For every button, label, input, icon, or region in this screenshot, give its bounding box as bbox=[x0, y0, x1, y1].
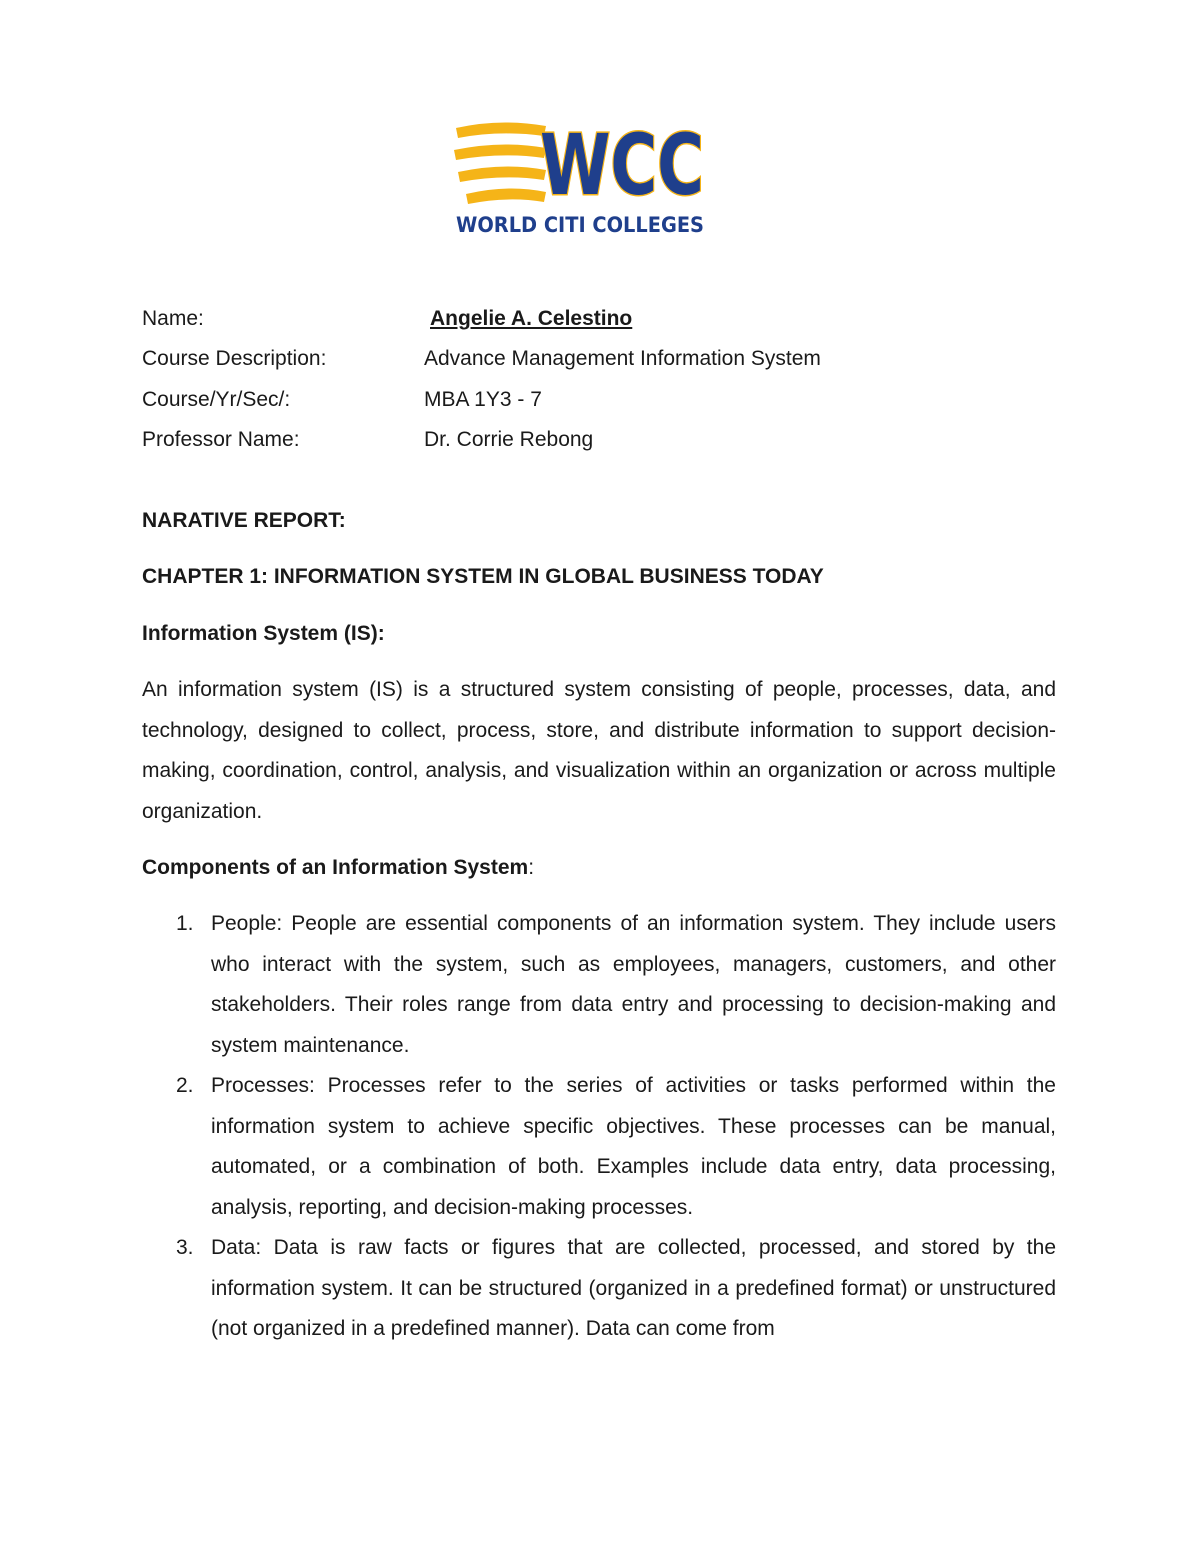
list-number: 2. bbox=[176, 1074, 194, 1097]
info-row-name bbox=[142, 305, 632, 333]
list-item bbox=[142, 1228, 1056, 1350]
list-item bbox=[142, 904, 1056, 1066]
components-heading-colon: : bbox=[528, 856, 535, 879]
course-description-value: Advance Management Information System bbox=[424, 347, 821, 370]
list-number: 3. bbox=[176, 1236, 194, 1259]
components-heading bbox=[142, 854, 534, 882]
logo-subtitle: WORLD CITI COLLEGES bbox=[456, 213, 704, 237]
professor-label: Professor Name: bbox=[142, 428, 300, 451]
list-item-text: People: People are essential components of an information system. They include users who interact with the system, such as employees, managers, customers, and other stakeholders. Their roles range from data entry and processing to decision-making and system maintenance. bbox=[211, 912, 1056, 1057]
info-row-professor bbox=[142, 426, 593, 454]
info-row-course-yr-sec bbox=[142, 386, 542, 414]
course-yr-sec-value: MBA 1Y3 - 7 bbox=[424, 388, 542, 411]
student-name: Angelie A. Celestino bbox=[430, 307, 633, 330]
course-yr-sec-label: Course/Yr/Sec/: bbox=[142, 388, 291, 411]
logo-swoosh-icon bbox=[454, 122, 546, 204]
components-heading-text: Components of an Information System bbox=[142, 856, 529, 879]
info-row-course-description bbox=[142, 345, 821, 373]
is-heading: Information System (IS): bbox=[142, 622, 385, 645]
report-heading: NARATIVE REPORT: bbox=[142, 509, 346, 532]
name-label: Name: bbox=[142, 307, 204, 330]
list-number: 1. bbox=[176, 912, 194, 935]
components-list bbox=[142, 904, 1056, 1350]
is-paragraph: An information system (IS) is a structured system consisting of people, processes, data, and technology, designed to collect, process, store, and distribute information to support decision-making, coordination, control, analysis, and visualization within an organization or across multiple organization. bbox=[142, 678, 1056, 823]
list-item bbox=[142, 1066, 1056, 1228]
professor-name: Dr. Corrie Rebong bbox=[424, 428, 594, 451]
logo-letters: WCC bbox=[540, 116, 704, 214]
list-item-text: Data: Data is raw facts or figures that are collected, processed, and stored by the information system. It can be structured (organized in a predefined format) or unstructured (not organized in a predefined manner). Data can come from bbox=[211, 1236, 1056, 1340]
chapter-heading: CHAPTER 1: INFORMATION SYSTEM IN GLOBAL BUSINESS TODAY bbox=[142, 565, 824, 588]
course-description-label: Course Description: bbox=[142, 347, 327, 370]
wcc-logo bbox=[450, 110, 710, 238]
list-item-text: Processes: Processes refer to the series of activities or tasks performed within the information system to achieve specific objectives. These processes can be manual, automated, or a combination of both. Examples include data entry, data processing, analysis, reporting, and decision-making processes. bbox=[211, 1074, 1056, 1219]
